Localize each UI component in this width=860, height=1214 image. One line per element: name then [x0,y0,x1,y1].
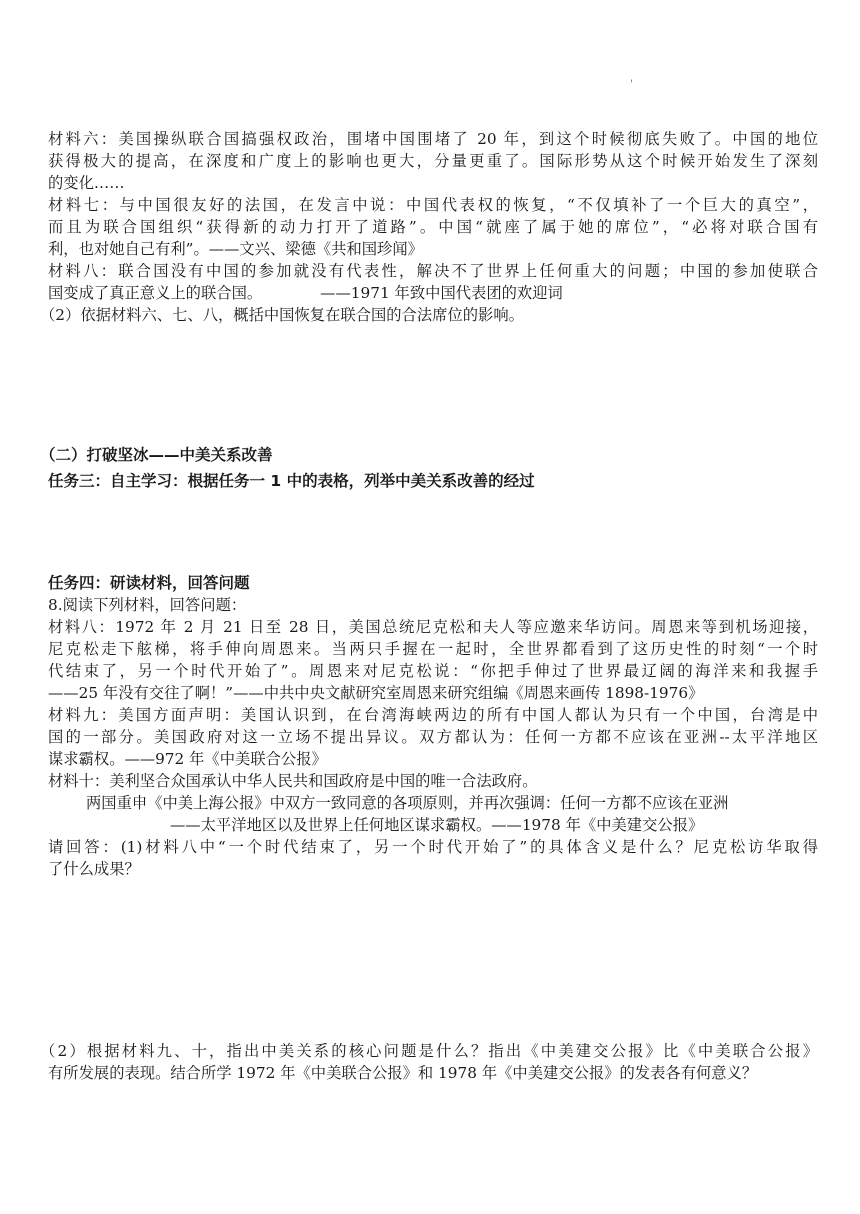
material-9-line-3: 谋求霸权。——972 年《中美联合公报》 [48,750,327,768]
material-8b-line-1: 材料八：1972 年 2 月 21 日至 28 日，美国总统尼克松和夫人等应邀来华访问。周恩来等到机场迎接， [48,618,818,636]
material-8b-line-3: 代结束了，另一个时代开始了”。周恩来对尼克松说：“你把手伸过了世界最辽阔的海洋来和我握手 [48,662,818,680]
ask-1-line-2: 了什么成果？ [48,860,140,878]
material-6-line-2: 获得极大的提高，在深度和广度上的影响也更大，分量更重了。国际形势从这个时候开始发生了深刻 [48,152,818,170]
ask-2-line-1: （2）根据材料九、十，指出中美关系的核心问题是什么？指出《中美建交公报》比《中美联合公报》 [40,1042,818,1060]
task-4-heading: 任务四：研读材料，回答问题 [48,574,250,592]
ask-2-line-2: 有所发展的表现。结合所学 1972 年《中美联合公报》和 1978 年《中美建交公报》的发表各有何意义？ [48,1064,758,1082]
question-2: （2）依据材料六、七、八，概括中国恢复在联合国的合法席位的影响。 [40,306,524,324]
ask-1-line-1: 请回答：(1)材料八中“一个时代结束了，另一个时代开始了”的具体含义是什么？尼克松访华取得 [48,838,818,856]
material-10-line-3: ——太平洋地区以及世界上任何地区谋求霸权。——1978 年《中美建交公报》 [170,816,704,834]
material-8-text: 国变成了真正意义上的联合国。 [48,284,263,302]
section-heading-2: （二）打破坚冰——中美关系改善 [40,446,273,464]
material-8-line-2 [48,282,818,304]
material-10-line-1: 材料十：美利坚合众国承认中华人民共和国政府是中国的唯一合法政府。 [48,772,538,790]
material-9-line-1: 材料九：美国方面声明：美国认识到，在台湾海峡两边的所有中国人都认为只有一个中国，台湾是中 [48,706,818,724]
material-8-line-1: 材料八：联合国没有中国的参加就没有代表性，解决不了世界上任何重大的问题；中国的参加使联合 [48,262,818,280]
header-mark: ' [630,79,633,90]
task-3-heading: 任务三：自主学习：根据任务一 1 中的表格，列举中美关系改善的经过 [48,472,535,490]
material-7-line-1: 材料七：与中国很友好的法国，在发言中说：中国代表权的恢复，“不仅填补了一个巨大的真空”， [48,196,818,214]
material-6-line-3: 的变化…… [48,174,125,192]
material-6-line-1: 材料六：美国操纵联合国搞强权政治，围堵中国围堵了 20 年，到这个时候彻底失败了。中国的地位 [48,130,818,148]
material-9-line-2: 国的一部分。美国政府对这一立场不提出异议。双方都认为：任何一方都不应该在亚洲--太平洋地区 [48,728,818,746]
material-8-source: ——1971 年致中国代表团的欢迎词 [320,284,563,302]
material-7-line-3: 利，也对她自己有利”。——文兴、梁德《共和国珍闻》 [48,240,423,258]
question-8: 8.阅读下列材料，回答问题： [48,596,247,614]
material-10-line-2: 两国重申《中美上海公报》中双方一致同意的各项原则，并再次强调：任何一方都不应该在亚洲 [86,794,729,812]
material-7-line-2: 而且为联合国组织“获得新的动力打开了道路”。中国“就座了属于她的席位”，“必将对联合国有 [48,218,818,236]
material-8b-line-4: ——25 年没有交往了啊！”——中共中央文献研究室周恩来研究组编《周恩来画传 1898-1976》 [48,684,704,702]
material-8b-line-2: 尼克松走下舷梯，将手伸向周恩来。当两只手握在一起时，全世界都看到了这历史性的时刻“一个时 [48,640,818,658]
